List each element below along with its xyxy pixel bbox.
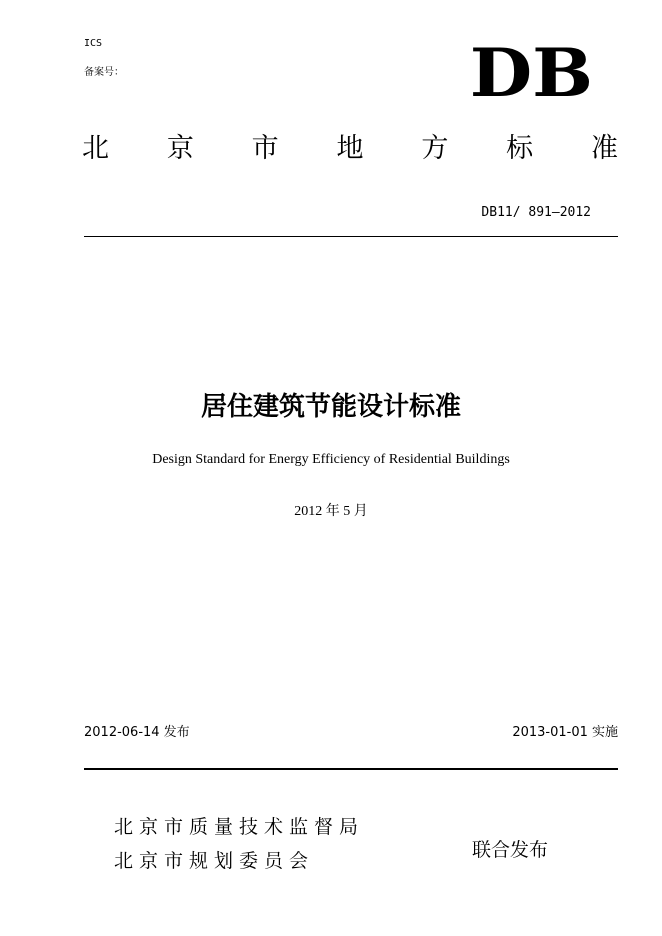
standard-type-char: 方 xyxy=(421,133,449,164)
db-logo: DB xyxy=(469,33,593,112)
document-title-en: Design Standard for Energy Efficiency of Residential Buildings xyxy=(152,452,510,467)
bottom-divider xyxy=(84,768,618,770)
publication-date: 2012 年 5 月 xyxy=(294,504,368,519)
standard-type-char: 北 xyxy=(82,133,109,164)
standard-type-char: 准 xyxy=(590,133,618,164)
standard-number: DB11/ 891—2012 xyxy=(481,205,591,220)
standard-type-char: 市 xyxy=(251,133,279,164)
top-divider xyxy=(84,236,618,237)
document-title-cn: 居住建筑节能设计标准 xyxy=(200,392,461,422)
ics-label: ICS xyxy=(84,38,103,49)
standard-type-heading xyxy=(82,126,618,165)
standard-type-char: 京 xyxy=(166,133,194,164)
implementation-date: 2013-01-01 实施 xyxy=(512,725,618,740)
joint-issue-label: 联合发布 xyxy=(472,840,549,861)
standard-type-char: 地 xyxy=(336,133,364,164)
record-number-label: 备案号： xyxy=(84,67,124,78)
standard-type-char: 标 xyxy=(506,133,534,164)
issue-date: 2012-06-14 发布 xyxy=(84,725,190,740)
issuing-organization: 北京市规划委员会 xyxy=(114,850,315,872)
issuing-organization: 北京市质量技术监督局 xyxy=(114,816,365,838)
